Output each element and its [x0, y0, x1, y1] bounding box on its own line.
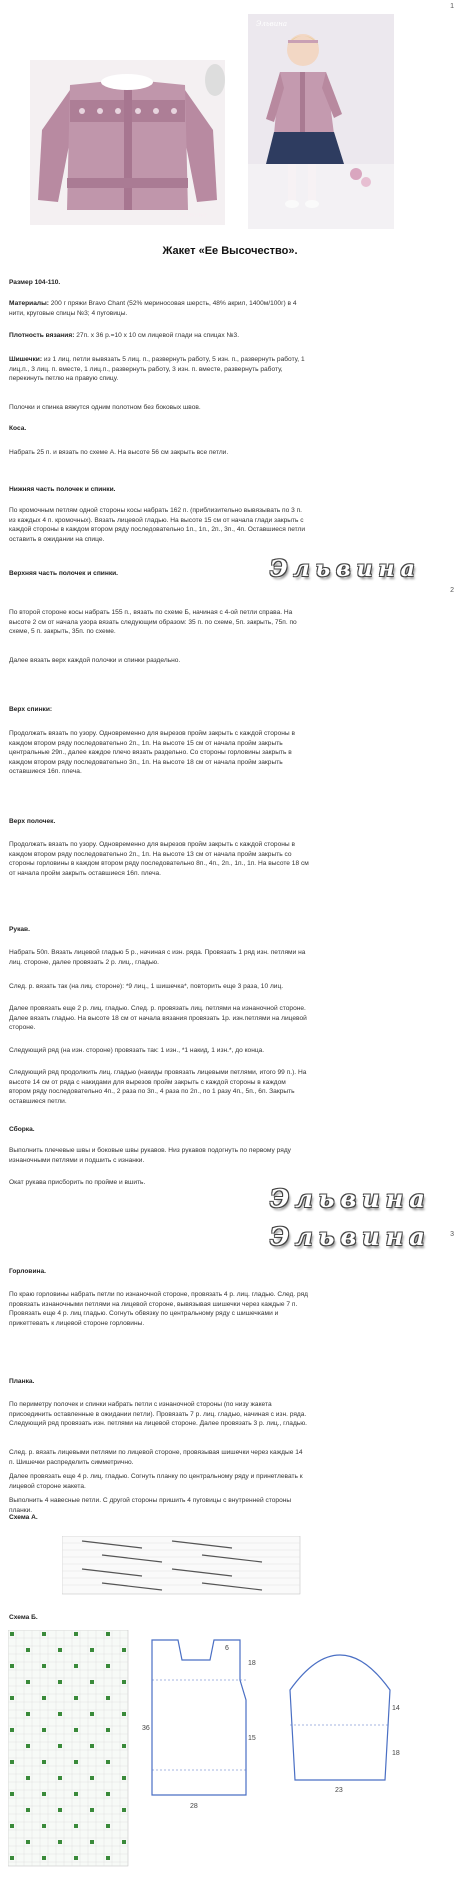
garment-pattern-diagram [140, 1620, 440, 1865]
section-heading-assembly: Сборка. [9, 1126, 35, 1133]
bobble-symbol [90, 1744, 94, 1748]
bobble-symbol [42, 1632, 46, 1636]
bobble-symbol [90, 1840, 94, 1844]
materials-paragraph [9, 299, 309, 318]
section-heading-lower: Нижняя часть полочек и спинки. [9, 486, 116, 493]
band-text-3: Далее провязать еще 4 р. лиц. гладью. Согнуть планку по центральному ряду и принетлевать к лицевой стороне жакета. [9, 1473, 303, 1490]
page-number: 3 [450, 1231, 454, 1238]
bobble-symbol [90, 1808, 94, 1812]
bobble-symbol [122, 1680, 126, 1684]
dim-label: 15 [248, 1735, 256, 1742]
bobble-symbol [90, 1680, 94, 1684]
bobble-symbol [74, 1760, 78, 1764]
page-number: 2 [450, 587, 454, 594]
sleeve-text-2: След. р. вязать так (на лиц. стороне): *9 лиц., 1 шишечка*, повторить еще 3 раза, 10 лиц. [9, 983, 284, 990]
watermark: Эльвина [270, 1184, 431, 1213]
bobble-symbol [26, 1712, 30, 1716]
bobble-symbol [42, 1696, 46, 1700]
dim-label: 14 [392, 1705, 400, 1712]
section-heading-upper: Верхняя часть полочек и спинки. [9, 570, 119, 577]
bobble-symbol [122, 1744, 126, 1748]
photo-girl-wearing-jacket [248, 14, 394, 229]
bobble-symbol [58, 1744, 62, 1748]
bobble-symbol [10, 1632, 14, 1636]
density-paragraph [9, 331, 309, 341]
bobble-symbol [74, 1632, 78, 1636]
section-heading-band: Планка. [9, 1378, 35, 1385]
section-heading-fronts: Верх полочек. [9, 818, 56, 825]
bobble-symbol [26, 1680, 30, 1684]
section-heading-braid: Коса. [9, 425, 27, 432]
watermark: Эльвина [270, 1222, 431, 1251]
density-label: Плотность вязания: [9, 332, 75, 339]
section-heading-sleeve: Рукав. [9, 926, 30, 933]
bobble-symbol [10, 1664, 14, 1668]
dim-label: 23 [335, 1787, 343, 1794]
schema-a-chart [62, 1536, 312, 1601]
bobble-symbol [122, 1648, 126, 1652]
materials-text: 200 г пряжи Bravo Chant (52% мериносовая шерсть, 48% акрил, 1400м/100г) в 4 нити, круговые спицы №3; 4 пуговицы. [9, 300, 297, 317]
bobble-symbol [74, 1696, 78, 1700]
bobble-symbol [106, 1632, 110, 1636]
assembly-text-1: Выполнить плечевые швы и боковые швы рукавов. Низ рукавов подогнуть по первому ряду изнаночными петлями и подшить с изнанки. [9, 1147, 291, 1164]
bobble-symbol [58, 1808, 62, 1812]
bobble-symbol [10, 1696, 14, 1700]
bobble-symbol [42, 1856, 46, 1860]
bobble-symbol [106, 1728, 110, 1732]
bobble-symbol [58, 1712, 62, 1716]
bobble-symbol [42, 1728, 46, 1732]
bobble-symbol [74, 1728, 78, 1732]
photo-caption: Эльвина [176, 211, 207, 219]
bobble-symbol [74, 1856, 78, 1860]
bobble-symbol [74, 1792, 78, 1796]
bobble-symbol [42, 1664, 46, 1668]
band-text-4: Выполнить 4 навесные петли. С другой стороны пришить 4 пуговицы с внутренней стороны планки. [9, 1497, 292, 1514]
back-text: Продолжать вязать по узору. Одновременно для вырезов пройм закрыть с каждой стороны в каждом втором ряду последовательно 2п., 1п. На высоте 15 см от начала пройм закрыть центральные 29п., далее каждое плечо вязать раздельно. Со стороны горловины закрыть в каждом втором ряду последовательно 3п., 1п. На высоте 18 см от начала пройм закрыть оставшиеся 16п. плеча. [9, 730, 295, 776]
schema-b-chart [8, 1630, 130, 1873]
section-heading-back: Верх спинки: [9, 706, 53, 713]
bobble-symbol [58, 1840, 62, 1844]
bobble-symbol [74, 1664, 78, 1668]
band-text-1: По периметру полочек и спинки набрать петли с изнаночной стороны (по низу жакета присоединить оставленные в ожидании петли). Провязать 7 р. лиц. гладью, начиная с изн. ряда. Следующий ряд провязать изн. петлями на лицевой стороне. Далее провязать 3 р. лиц., гладью. [9, 1401, 308, 1428]
page-title: Жакет «Ее Высочество». [162, 245, 298, 257]
schema-a-heading: Схема А. [9, 1514, 38, 1521]
bobble-symbol [122, 1808, 126, 1812]
bobble-symbol [10, 1824, 14, 1828]
assembly-text-2: Окат рукава присборить по пройме и вшить. [9, 1179, 146, 1186]
bobble-symbol [106, 1664, 110, 1668]
bobble-symbol [90, 1776, 94, 1780]
dim-label: 18 [248, 1660, 256, 1667]
lower-text: По кромочным петлям одной стороны косы набрать 162 п. (приблизительно вывязывать по 3 п. из каждых 4 п. кромочных). Вязать лицевой гладью. На высоте 15 см от начала глади закрыть с каждой стороны в каждом втором ряду последовательно 1п., 1п., 2п., 3п., 4п. Оставшиеся петли оставить в ожидании на спице. [9, 507, 306, 543]
bobble-symbol [58, 1680, 62, 1684]
schema-b-heading: Схема Б. [9, 1614, 38, 1621]
bobble-symbol [26, 1808, 30, 1812]
bobbles-label: Шишечки: [9, 356, 43, 363]
bobble-symbol [90, 1648, 94, 1652]
bobble-symbol [42, 1792, 46, 1796]
bobble-symbol [106, 1696, 110, 1700]
materials-label: Материалы: [9, 300, 49, 307]
bobble-symbol [106, 1824, 110, 1828]
bobble-symbol [106, 1760, 110, 1764]
neck-text: По краю горловины набрать петли по изнаночной стороне, провязать 4 р. лиц. гладью. След. ряд провязать изнаночными петлями на лицевой стороне, вывязывая шишечки через каждые 7 п. Провязать еще 4 р. лиц гладью. Согнуть обвязку по центральному ряду с шишечками и прикеттевать к лицевой стороне горловины. [9, 1291, 308, 1327]
bobble-symbol [42, 1760, 46, 1764]
bobble-symbol [58, 1648, 62, 1652]
fronts-back-note: Полочки и спинка вяжутся одним полотном без боковых швов. [9, 404, 201, 411]
bobble-symbol [122, 1712, 126, 1716]
bobble-symbol [90, 1712, 94, 1716]
sleeve-text-4: Следующий ряд (на изн. стороне) провязать так: 1 изн., *1 накид, 1 изн.*, до конца. [9, 1047, 265, 1054]
upper-text: По второй стороне косы набрать 155 п., вязать по схеме Б, начиная с 4-ой петли справа. На высоте 2 см от начала узора вязать следующим образом: 35 п. по схеме, 5п. закрыть, 75п. по схеме, 5 п. закрыть, 35п. по схеме. [9, 609, 297, 636]
bobbles-paragraph [9, 355, 309, 384]
bobble-symbol [10, 1728, 14, 1732]
section-heading-neck: Горловина. [9, 1268, 47, 1275]
photo-jacket-flat [30, 60, 225, 225]
sleeve-text-3: Далее провязать еще 2 р. лиц. гладью. След. р. провязать лиц. петлями на изнаночной стороне. Далее вязать гладью. На высоте 18 см от начала вязания провязать 1р. изн.петлями на лицевой стороне. [9, 1005, 307, 1032]
size-line: Размер 104-110. [9, 279, 61, 286]
bobbles-text: из 1 лиц. петли вывязать 5 лиц. п., развернуть работу, 5 изн. п., развернуть работу, 1 лиц.п., 3 лиц. п. вместе, 1 лиц.п., развернуть работу, 3 изн. п. вместе, развернуть работу, перекинуть петлю на правую спицу. [9, 356, 305, 383]
fronts-text: Продолжать вязать по узору. Одновременно для вырезов пройм закрыть с каждой стороны в каждом втором ряду последовательно 2п., 1п. На высоте 13 см от начала пройм закрыть со стороны горловины в каждом втором ряду последовательно 8п., 4п., 2п., 1п., 1п. На высоте 18 см от начала пройм закрыть оставшиеся 16п. плеча. [9, 841, 309, 877]
watermark: Эльвина [270, 556, 421, 582]
page-number: 1 [450, 3, 454, 10]
bobble-symbol [42, 1824, 46, 1828]
photo-caption: Эльвина [256, 20, 287, 28]
bobble-symbol [74, 1824, 78, 1828]
bobble-symbol [58, 1776, 62, 1780]
bobble-symbol [106, 1792, 110, 1796]
bobble-symbol [26, 1840, 30, 1844]
bobble-symbol [26, 1744, 30, 1748]
sleeve-text-5: Следующий ряд продолжить лиц. гладью (накиды провязать лицевыми петлями, итого 99 п.). На высоте 14 см от ряда с накидами для вырезов пройм закрыть с каждой стороны в каждом втором ряду последовательно 4п., 2 раза по 3п., 4 раза по 2п., по 1 разу 4п., 5п., 6п. Закрыть оставшиеся петли. [9, 1069, 307, 1105]
bobble-symbol [122, 1840, 126, 1844]
dim-label: 6 [225, 1645, 229, 1652]
bobble-symbol [122, 1776, 126, 1780]
bobble-symbol [106, 1856, 110, 1860]
upper-text-2: Далее вязать верх каждой полочки и спинки раздельно. [9, 657, 181, 664]
bobble-symbol [10, 1760, 14, 1764]
bobble-symbol [26, 1648, 30, 1652]
braid-text: Набрать 25 п. и вязать по схеме А. На высоте 56 см закрыть все петли. [9, 449, 229, 456]
dim-label: 36 [142, 1725, 150, 1732]
bobble-symbol [26, 1776, 30, 1780]
dim-label: 18 [392, 1750, 400, 1757]
band-text-2: След. р. вязать лицевыми петлями по лицевой стороне, провязывая шишечки через каждые 14 п. Шишечки распределить симметрично. [9, 1449, 303, 1466]
dim-label: 28 [190, 1803, 198, 1810]
bobble-symbol [10, 1792, 14, 1796]
bobble-symbol [10, 1856, 14, 1860]
sleeve-text-1: Набрать 50п. Вязать лицевой гладью 5 р., начиная с изн. ряда. Провязать 1 ряд изн. петлями на лиц. стороне, далее провязать 2 р. лиц., гладью. [9, 949, 306, 966]
density-text: 27п. х 36 р.=10 х 10 см лицевой глади на спицах №3. [76, 332, 240, 339]
